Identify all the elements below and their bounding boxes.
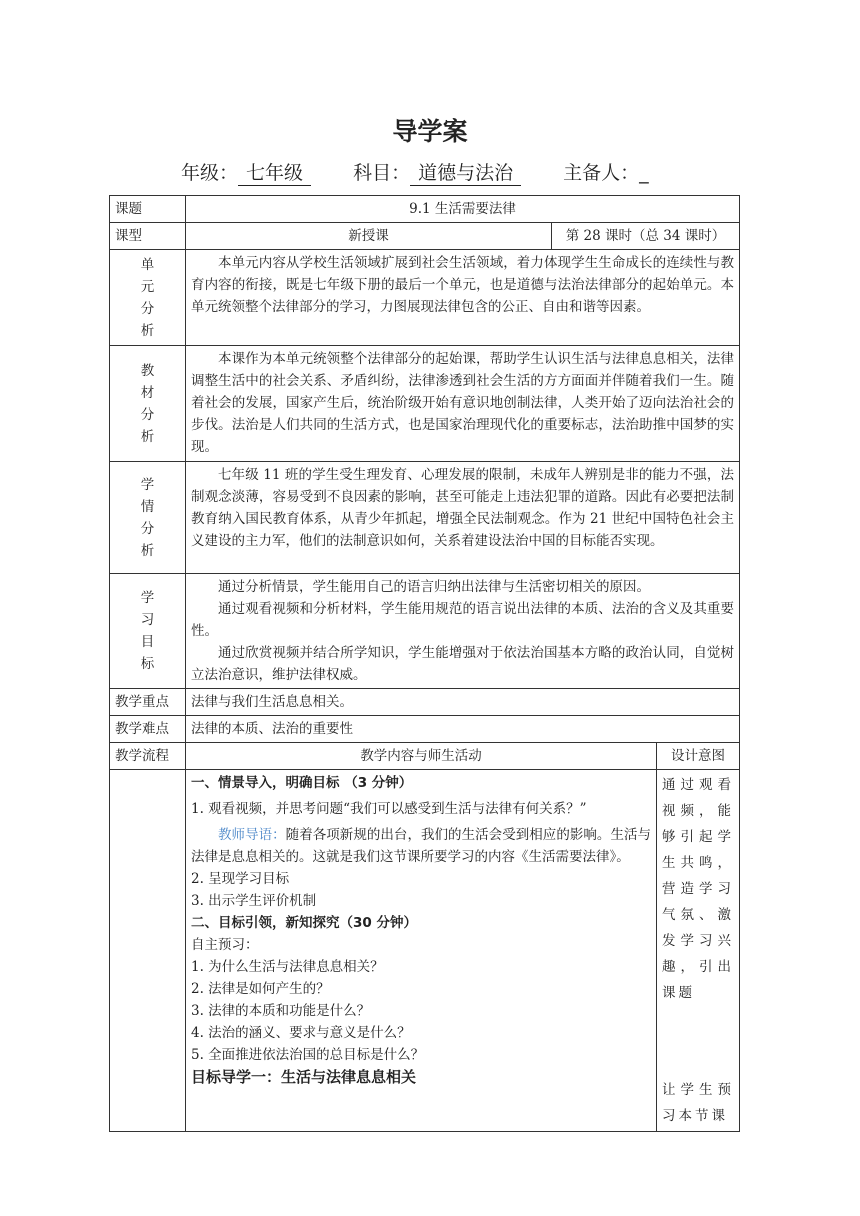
- learning-goals-row: [110, 574, 740, 689]
- lesson-plan-table: [109, 195, 740, 1132]
- preview-question: 2. 法律是如何产生的？: [191, 981, 330, 997]
- goal-heading: 目标导学一：生活与法律息息相关: [191, 1068, 417, 1086]
- learning-goal-item: 通过分析情景，学生能用自己的语言归纳出法律与生活密切相关的原因。: [218, 579, 650, 595]
- preview-question: 3. 法律的本质和功能是什么？: [191, 1003, 371, 1019]
- period-value: 第 28 课时（总 34 课时）: [552, 223, 740, 250]
- teacher-guidance: [191, 824, 651, 868]
- subject-label: 科目：: [353, 162, 411, 184]
- flow-empty-cell: [110, 770, 186, 1132]
- teacher-guidance-text: 随着各项新规的出台，我们的生活会受到相应的影响。生活与法律是息息相关的。这就是我们这节课所要学习的内容《生活需要法律》。: [191, 827, 652, 865]
- focus-label: 教学重点: [110, 689, 186, 716]
- learning-goals-label: 学 习 目 标: [110, 574, 186, 689]
- type-row: [110, 223, 740, 250]
- difficulty-row: [110, 716, 740, 743]
- learning-goal-item: 通过观看视频和分析材料，学生能用规范的语言说出法律的本质、法治的含义及其重要性。: [191, 601, 735, 639]
- process-item: 2. 呈现学习目标: [191, 871, 290, 887]
- difficulty-value: 法律的本质、法治的重要性: [186, 716, 740, 743]
- type-label: 课型: [110, 223, 186, 250]
- document-title: 导学案: [392, 117, 468, 146]
- section-heading: 二、目标引领，新知探究（30 分钟）: [191, 915, 417, 931]
- grade-value: 七年级: [238, 158, 311, 186]
- unit-analysis-text: 本单元内容从学校生活领域扩展到社会生活领域，着力体现学生生命成长的连续性与教育内容的衔接，既是七年级下册的最后一个单元，也是道德与法治法律部分的起始单元。本单元统领整个法律部分的学习，力图展现法律包含的公正、自由和谐等因素。: [191, 255, 735, 315]
- flow-header-row: [110, 743, 740, 770]
- student-analysis-row: [110, 462, 740, 574]
- preparer-value: _: [639, 162, 649, 184]
- design-intent-1: 通过观看视频，能够引起学生共鸣，营造学习气氛、激发学习兴趣，引出课题: [662, 777, 735, 1001]
- material-analysis-row: [110, 346, 740, 462]
- topic-label: 课题: [110, 196, 186, 223]
- flow-label: 教学流程: [110, 743, 186, 770]
- focus-value: 法律与我们生活息息相关。: [186, 689, 740, 716]
- header-meta: [181, 158, 649, 186]
- difficulty-label: 教学难点: [110, 716, 186, 743]
- unit-analysis-row: [110, 250, 740, 346]
- preview-question: 5. 全面推进依法治国的总目标是什么？: [191, 1047, 425, 1063]
- process-item: 3. 出示学生评价机制: [191, 893, 317, 909]
- student-analysis-text: 七年级 11 班的学生受生理发育、心理发展的限制，未成年人辨别是非的能力不强，法制观念淡薄，容易受到不良因素的影响，甚至可能走上违法犯罪的道路。因此有必要把法制教育纳入国民教育体系，从青少年抓起，增强全民法制观念。作为 21 世纪中国特色社会主义建设的主力军，他们的法制意识如何，关系着建设法治中国的目标能否实现。: [191, 467, 735, 549]
- topic-value: 9.1 生活需要法律: [186, 196, 740, 223]
- content-header: 教学内容与师生活动: [186, 743, 657, 770]
- student-analysis-label: 学 情 分 析: [110, 462, 186, 574]
- design-intent-cell: [657, 770, 740, 1132]
- process-item: 1. 观看视频，并思考问题“我们可以感受到生活与法律有何关系？”: [191, 801, 587, 817]
- grade-label: 年级：: [181, 162, 239, 184]
- preparer-label: 主备人：: [563, 162, 640, 184]
- subject-value: 道德与法治: [410, 158, 521, 186]
- teacher-guidance-label: 教师导语：: [218, 827, 286, 843]
- unit-analysis-label: 单 元 分 析: [110, 250, 186, 346]
- topic-row: [110, 196, 740, 223]
- material-analysis-text: 本课作为本单元统领整个法律部分的起始课，帮助学生认识生活与法律息息相关，法律调整生活中的社会关系、矛盾纠纷，法律渗透到社会生活的方方面面并伴随着我们一生。随着社会的发展，国家产生后，统治阶级开始有意识地创制法律，人类开始了迈向法治社会的步伐。法治是人们共同的生活方式，也是国家治理现代化的重要标志，法治助推中国梦的实现。: [191, 351, 735, 455]
- section-heading: 一、情景导入，明确目标 （3 分钟）: [191, 775, 413, 791]
- preview-question: 4. 法治的涵义、要求与意义是什么？: [191, 1025, 411, 1041]
- material-analysis-label: 教 材 分 析: [110, 346, 186, 462]
- learning-goal-item: 通过欣赏视频并结合所学知识，学生能增强对于依法治国基本方略的政治认同，自觉树立法治意识，维护法律权威。: [191, 645, 735, 683]
- design-intent-2: 让学生预习本节课: [662, 1082, 735, 1124]
- process-content: [186, 770, 657, 1132]
- process-row: [110, 770, 740, 1132]
- type-value: 新授课: [186, 223, 552, 250]
- preview-label: 自主预习：: [191, 937, 259, 953]
- focus-row: [110, 689, 740, 716]
- design-header: 设计意图: [657, 743, 740, 770]
- preview-question: 1. 为什么生活与法律息息相关？: [191, 959, 384, 975]
